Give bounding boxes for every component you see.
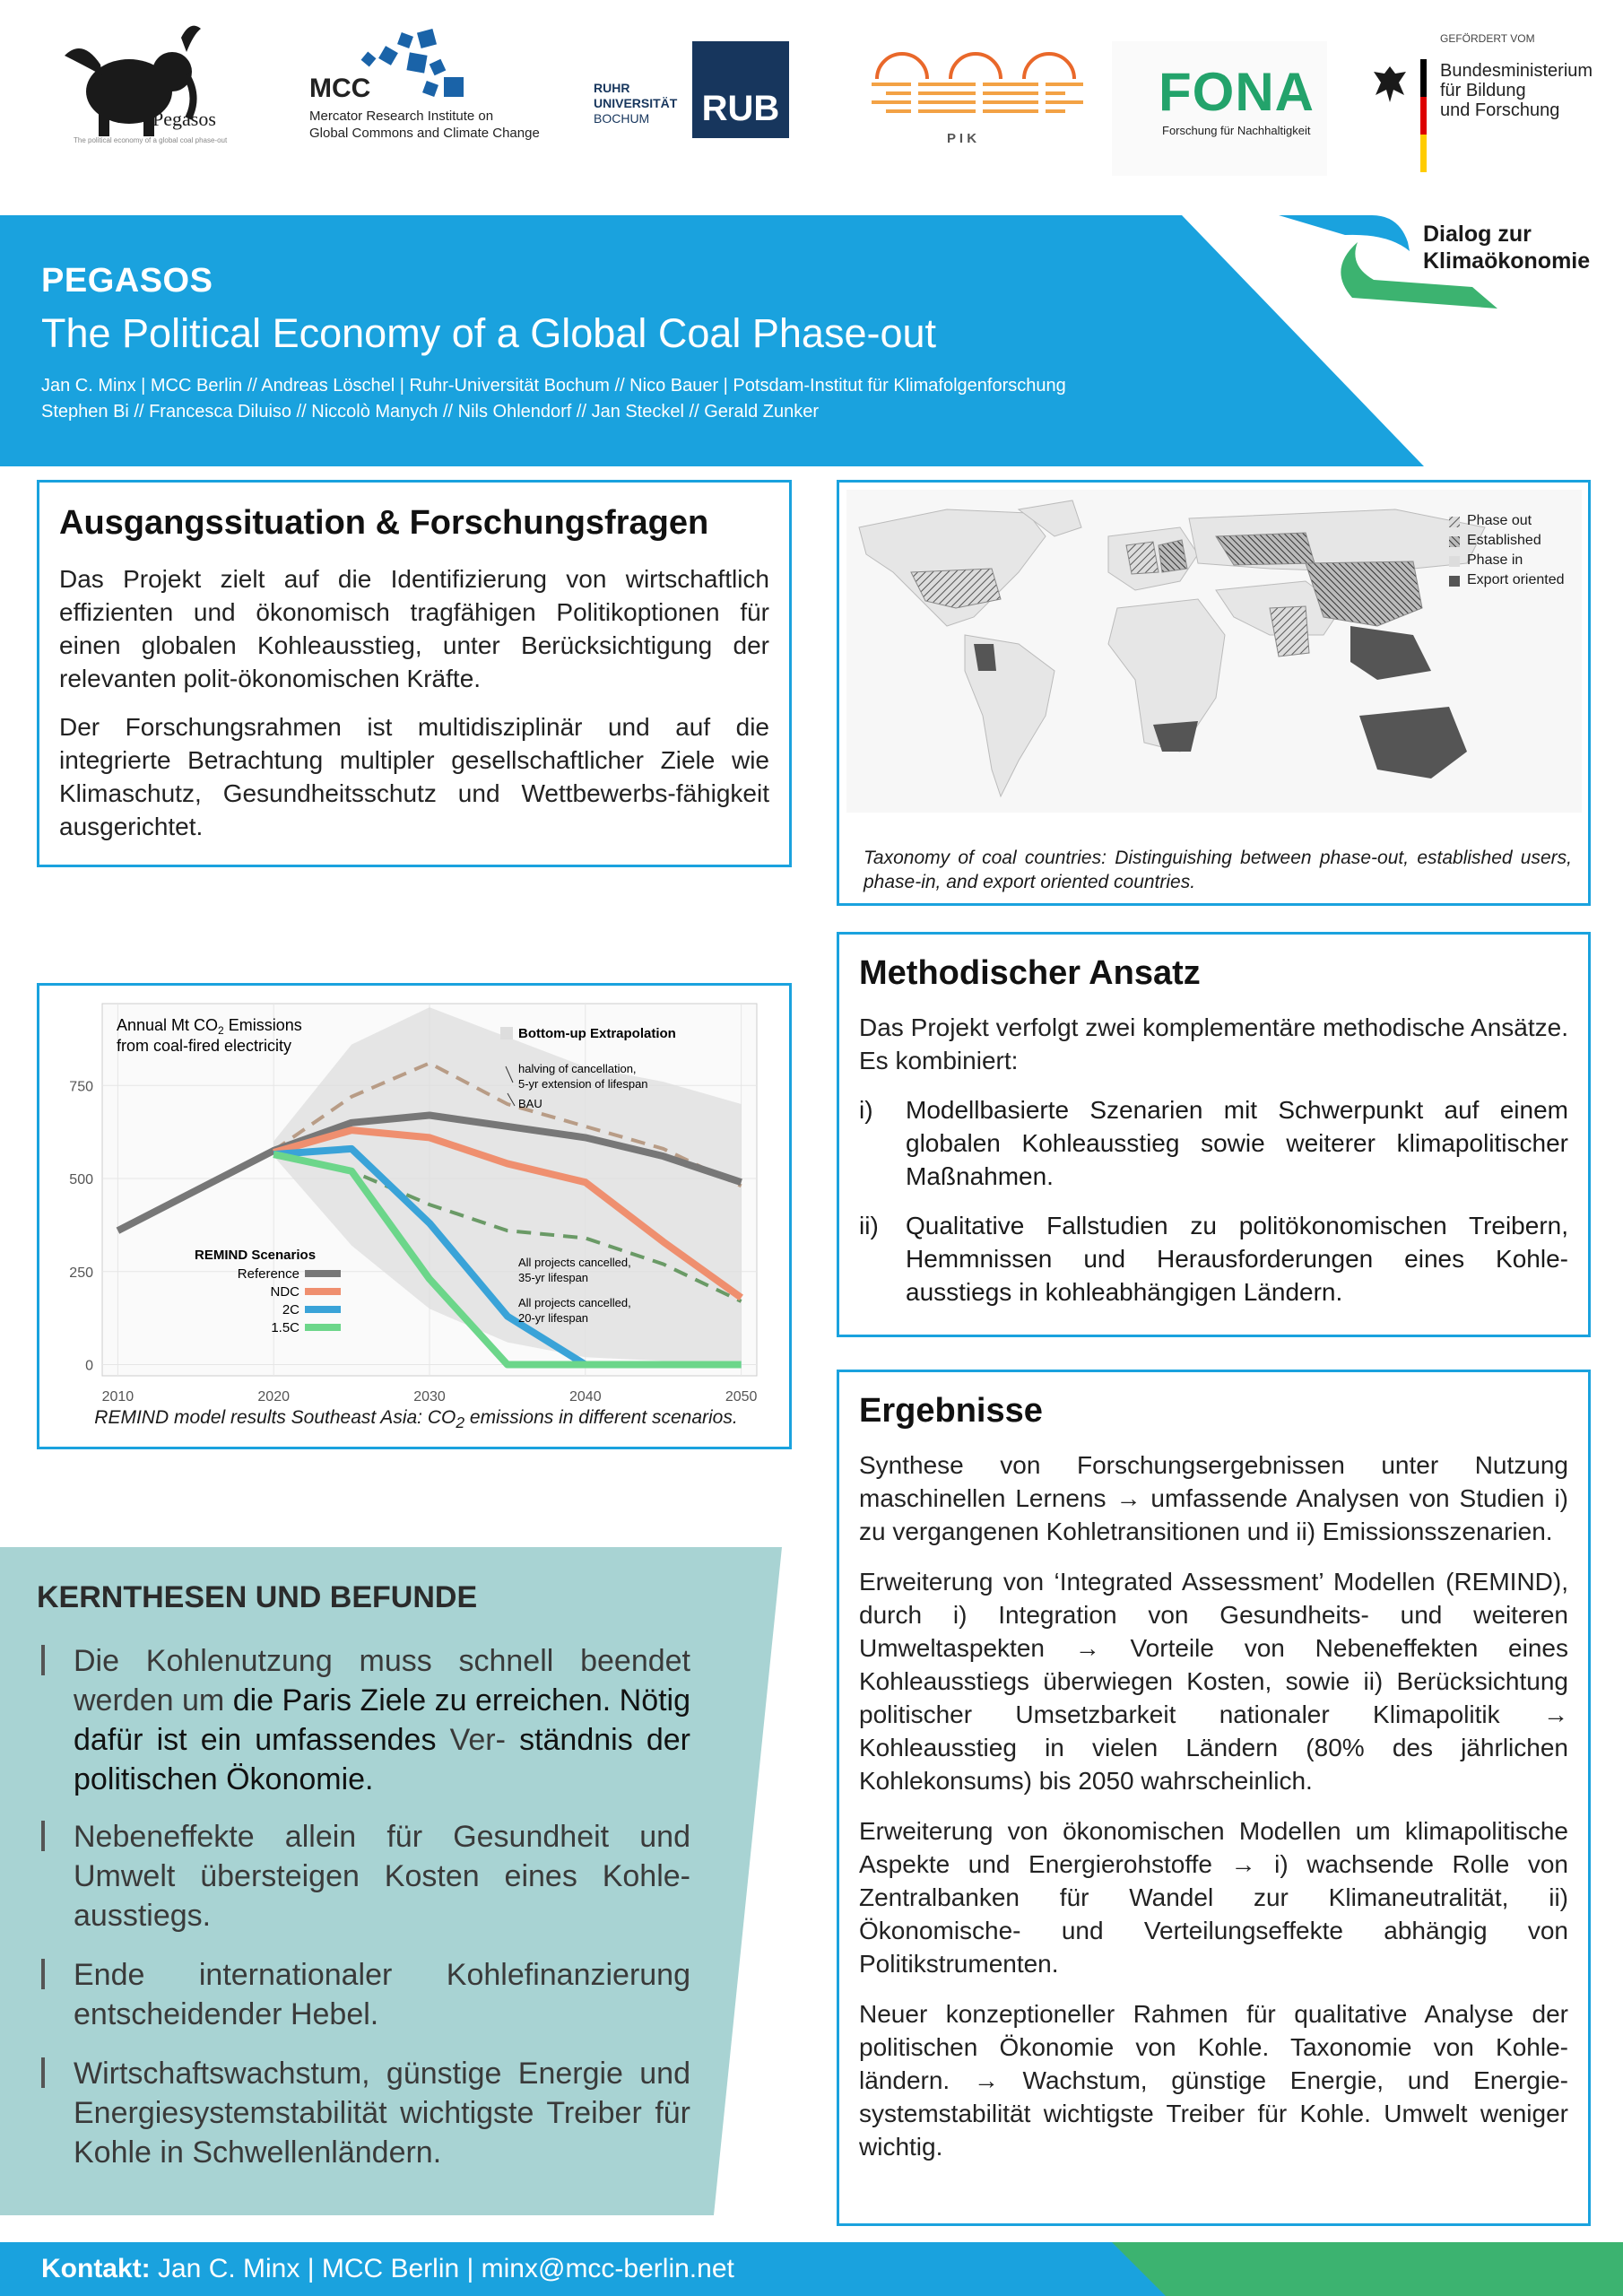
mcc-name <box>309 108 540 142</box>
chart-caption-pre: REMIND model results Southeast Asia: CO <box>94 1407 456 1428</box>
rub-logo <box>592 41 789 140</box>
rub-line3: BOCHUM <box>594 111 650 126</box>
theses-heading: KERNTHESEN UND BEFUNDE <box>37 1580 478 1614</box>
method-item <box>859 1093 1568 1193</box>
bmbf-name <box>1440 61 1593 120</box>
rub-line1: RUHR <box>594 81 630 95</box>
bmbf-line2: für Bildung <box>1440 81 1526 100</box>
situation-paragraph-1: Das Projekt zielt auf die Identifizierung von wirtschaftlich effizienten und ökonomisch tragfähigen Politikoptionen für einen globalen Kohleausstieg, unter Berücksichtigung der relevanten polit-ökonomischen Kräfte. <box>59 565 769 692</box>
method-item <box>859 1209 1568 1309</box>
situation-heading: Ausgangssituation & Forschungsfragen <box>59 504 709 542</box>
annotation-halving-1: halving of cancellation, <box>518 1062 637 1075</box>
scenario-legend-title: REMIND Scenarios <box>195 1248 317 1263</box>
contact-details: Jan C. Minx | MCC Berlin | minx@mcc-berlin.net <box>150 2254 734 2283</box>
situation-box <box>37 480 792 867</box>
band-legend-swatch <box>500 1027 513 1039</box>
chart-caption-sub: 2 <box>456 1413 465 1432</box>
legend-phase-out: Phase out <box>1467 513 1532 528</box>
chart-box <box>37 983 792 1449</box>
authors-line-1: Jan C. Minx | MCC Berlin // Andreas Löschel | Ruhr-Universität Bochum // Nico Bauer | Potsdam-Institut für Klimafolgenforschung <box>41 376 1066 396</box>
chart-caption-post: emissions in different scenarios. <box>464 1407 738 1428</box>
thesis-item <box>41 1955 690 2034</box>
y-tick-label: 250 <box>69 1265 93 1281</box>
thesis-1-part-b: die Paris Ziele zu erreichen. Nötig dafür ist ein umfassendes <box>74 1683 691 1757</box>
eagle-icon <box>1372 63 1408 108</box>
thesis-item <box>41 2054 690 2172</box>
map-box <box>837 480 1591 906</box>
legend-established: Established <box>1467 533 1541 548</box>
pegasos-tagline: The political economy of a global coal phase-out <box>74 136 228 144</box>
y-tick-label: 0 <box>85 1358 93 1374</box>
mcc-squares-icon <box>354 29 516 109</box>
pik-text: P I K <box>947 131 977 146</box>
thesis-1-part-c: Ver- <box>436 1723 506 1757</box>
authors-line-2: Stephen Bi // Francesca Diluiso // Niccolò Manych // Nils Ohlendorf // Jan Steckel // Gerald Zunker <box>41 402 820 422</box>
method-box <box>837 932 1591 1337</box>
fona-logo <box>1112 41 1327 176</box>
results-paragraph-1: Synthese von Forschungsergebnissen unter Nutzung maschinellen Lernens → umfassende Analysen von Studien i) zu vergangenen Kohletransitionen und ii) Emissionsszenarien. <box>859 1451 1568 1545</box>
thesis-1-part-a: Die Kohlenutzung muss schnell beendet werden um <box>74 1644 690 1718</box>
author-list <box>41 373 1066 425</box>
method-item-number: i) <box>859 1096 873 1124</box>
pik-logo <box>868 52 1092 151</box>
scenario-legend-label: 2C <box>282 1302 299 1318</box>
chart-title-line-1: Annual Mt $CO_2$ Emissions <box>117 1016 302 1037</box>
annotation-20yr-2: 20-yr lifespan <box>518 1311 589 1325</box>
thesis-item <box>41 1817 690 1935</box>
y-tick-label: 500 <box>69 1172 93 1188</box>
annotation-35yr-1: All projects cancelled, <box>518 1256 631 1269</box>
method-item-text: Qualitative Fallstudien zu politökonomischen Treibern, Hemmnissen und Herausforderungen eines Kohle-ausstiegs in kohleabhängigen Ländern. <box>906 1212 1568 1306</box>
results-heading: Ergebnisse <box>859 1392 1043 1430</box>
thesis-bar <box>41 1821 45 1851</box>
scenario-legend-label: Reference <box>237 1266 299 1282</box>
thesis-text <box>74 1641 690 1799</box>
legend-phase-in: Phase in <box>1467 552 1523 568</box>
bmbf-funded: GEFÖRDERT VOM <box>1440 32 1535 45</box>
emissions-chart <box>39 986 789 1407</box>
thesis-1-part-d: ständnis der politischen Ökonomie. <box>74 1723 690 1796</box>
annotation-bau: BAU <box>518 1097 542 1110</box>
pegasos-wordmark: Pegasos <box>152 108 216 130</box>
map-legend-labels <box>1467 511 1565 590</box>
method-intro: Das Projekt verfolgt zwei komplementäre methodische Ansätze. Es kombiniert: <box>859 1013 1568 1074</box>
mcc-logo <box>309 29 542 145</box>
pegasos-logo <box>47 20 244 154</box>
dialog-wordmark <box>1423 221 1590 274</box>
rub-text <box>594 81 677 126</box>
situation-paragraph-2: Der Forschungsrahmen ist multidisziplinär und auf die integrierte Betrachtung multipler gesellschaftlicher Ziele wie Klimaschutz, Gesundheitsschutz und Wettbewerbs-fähigkeit ausgerichtet. <box>59 713 769 840</box>
scenario-legend-label: 1.5C <box>271 1320 299 1335</box>
german-flag-bar <box>1420 59 1427 172</box>
results-paragraph-3: Erweiterung von ökonomischen Modellen um klimapolitische Aspekte und Energierohstoffe → i) wachsende Rolle von Zentralbanken für Wandel zur Klimaneutralität, ii) Ökonomische- und Verteilungseffekte abhängig von Politikstrumenten. <box>859 1817 1568 1978</box>
annotation-35yr-2: 35-yr lifespan <box>518 1271 589 1284</box>
thesis-text: Wirtschaftswachstum, günstige Energie und Energiesystemstabilität wichtigste Treiber für Kohle in Schwellenländern. <box>74 2057 690 2170</box>
fona-subtitle: Forschung für Nachhaltigkeit <box>1162 124 1311 137</box>
elephant-icon <box>47 20 244 154</box>
x-tick-label: 2050 <box>725 1389 758 1405</box>
bmbf-line1: Bundesministerium <box>1440 61 1593 81</box>
thesis-bar <box>41 2057 45 2088</box>
thesis-bar <box>41 1645 45 1675</box>
bmbf-line3: und Forschung <box>1440 100 1560 120</box>
method-item-text: Modellbasierte Szenarien mit Schwerpunkt auf einem globalen Kohleausstieg sowie weiterer klimapolitischer Maßnahmen. <box>906 1096 1568 1190</box>
fona-wordmark: FONA <box>1159 62 1315 122</box>
x-tick-label: 2010 <box>101 1389 135 1405</box>
legend-export-oriented: Export oriented <box>1467 572 1565 587</box>
x-tick-label: 2040 <box>569 1389 602 1405</box>
chart-caption <box>57 1407 775 1432</box>
page-title: The Political Economy of a Global Coal Phase-out <box>41 310 937 356</box>
logo-row <box>0 0 1623 215</box>
rub-line2: UNIVERSITÄT <box>594 96 678 110</box>
results-paragraph-2: Erweiterung von ‘Integrated Assessment’ Modellen (REMIND), durch i) Integration von Gesundheits- und weiteren Umweltaspekten → Vorteile von Nebeneffekten eines Kohleausstiegs überwiegen Kosten, sowie ii) Berücksichtung politischer Umsetzbarkeit nationaler Klimapolitik → Kohleausstieg in vielen Ländern (80% des jährlichen Kohlekonsums) bis 2050 wahrscheinlich. <box>859 1568 1568 1795</box>
results-paragraph-4: Neuer konzeptioneller Rahmen für qualitative Analyse der politischen Ökonomie von Kohle. Taxonomie von Kohle-ländern. → Wachstum, günstige Energie, und Energie-systemstabilität wichtigste Treiber für Kohle. Umwelt weniger wichtig. <box>859 2000 1568 2161</box>
thesis-text: Nebeneffekte allein für Gesundheit und Umwelt übersteigen Kosten eines Kohle-ausstiegs. <box>74 1820 690 1933</box>
mcc-line1: Mercator Research Institute on <box>309 109 494 124</box>
x-tick-label: 2020 <box>257 1389 290 1405</box>
method-heading: Methodischer Ansatz <box>859 954 1201 992</box>
chart-title-line-2: from coal-fired electricity <box>117 1037 292 1055</box>
band-legend-label: Bottom-up Extrapolation <box>518 1026 676 1041</box>
method-item-number: ii) <box>859 1212 879 1239</box>
dialog-line1: Dialog zur <box>1423 222 1532 247</box>
thesis-item <box>41 1641 690 1799</box>
thesis-bar <box>41 1959 45 1989</box>
annotation-20yr-1: All projects cancelled, <box>518 1296 631 1309</box>
results-box <box>837 1370 1591 2226</box>
thesis-text: Ende internationaler Kohlefinanzierung entscheidender Hebel. <box>74 1958 690 2031</box>
scenario-legend-label: NDC <box>270 1284 299 1300</box>
y-tick-label: 750 <box>69 1079 93 1095</box>
mcc-line2: Global Commons and Climate Change <box>309 126 540 141</box>
mcc-short: MCC <box>309 74 371 103</box>
project-acronym: PEGASOS <box>41 262 213 300</box>
annotation-halving-2: 5-yr extension of lifespan <box>518 1077 648 1091</box>
contact-line <box>41 2254 734 2284</box>
x-tick-label: 2030 <box>413 1389 446 1405</box>
map-caption: Taxonomy of coal countries: Distinguishing between phase-out, established users, phase-in, and export oriented countries. <box>864 848 1572 892</box>
pik-domes-icon <box>868 52 1092 124</box>
rub-square: RUB <box>692 41 789 138</box>
dialog-line2: Klimaökonomie <box>1423 248 1591 274</box>
contact-label: Kontakt: <box>41 2254 151 2283</box>
bmbf-logo <box>1363 27 1614 179</box>
